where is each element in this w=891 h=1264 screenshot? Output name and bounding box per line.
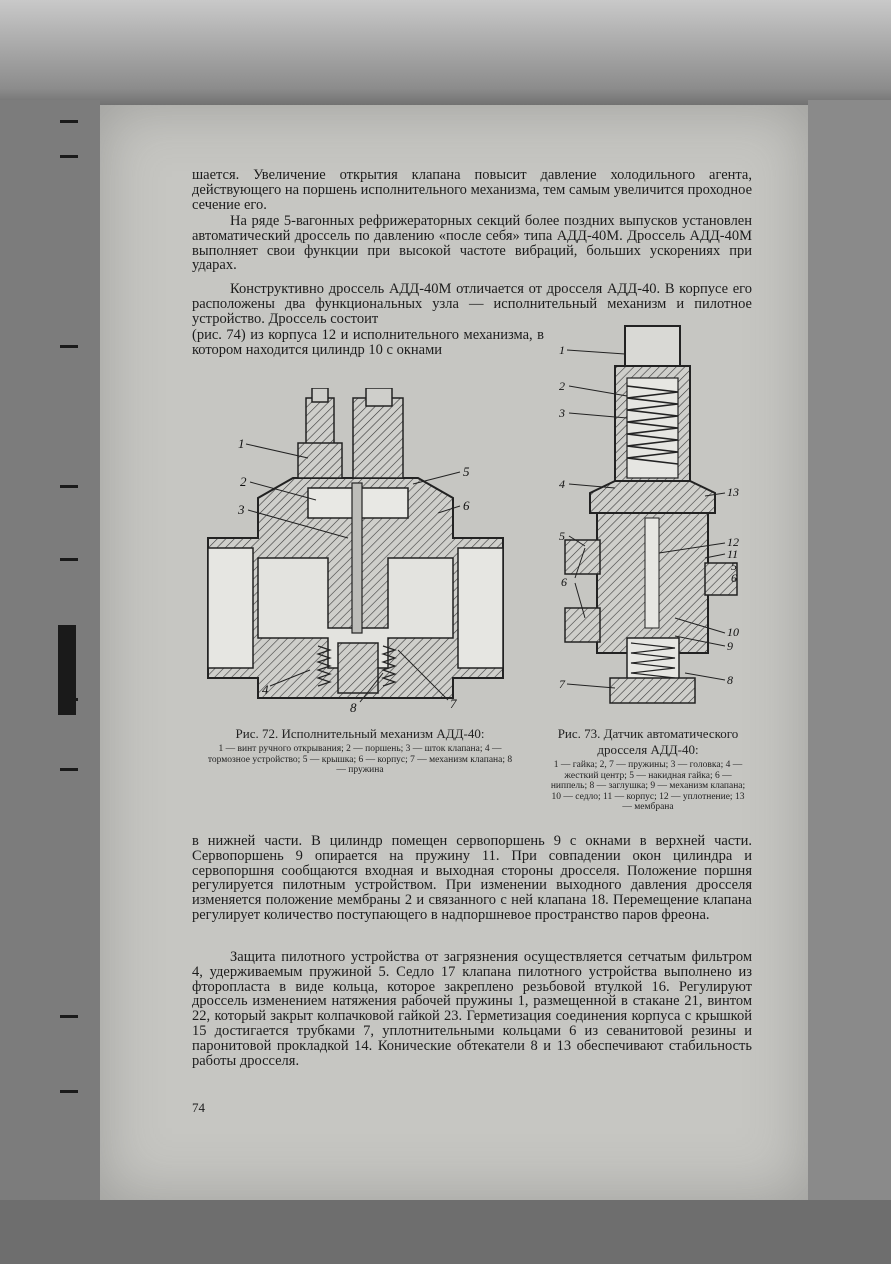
figure-73-drawing (555, 318, 745, 718)
paragraph-3a: Конструктивно дроссель АДД-40М отличается от дросселя АДД-40. В корпусе его расположены два функциональных узла — исполнительный механизм и пилотное устройство. Дроссель состоит (192, 281, 752, 327)
fig73-label: 2 (559, 379, 565, 393)
edge-tick (60, 345, 78, 348)
fig72-label: 2 (240, 474, 247, 489)
fig73-label: 4 (559, 477, 565, 491)
edge-tick (60, 120, 78, 123)
fig73-label: 7 (559, 677, 565, 691)
fig72-label: 1 (238, 436, 245, 451)
figure-73-caption-body: 1 — гайка; 2, 7 — пружины; 3 — головка; 4 — жесткий центр; 5 — накидная гайка; 6 — ниппель; 8 — заглушка; 9 — механизм клапана; 10 — седло; 11 — корпус; 12 — уплотнение; 13 — мембрана (550, 760, 746, 812)
paragraph-3b: (рис. 74) из корпуса 12 и исполнительного механизма, в котором находится цилиндр 10 с окнами (192, 327, 544, 358)
fig72-label: 8 (350, 700, 357, 715)
figure-72-drawing (198, 388, 513, 718)
figure-72-caption-title: Рис. 72. Исполнительный механизм АДД-40: (235, 726, 485, 741)
fig73-label: 1 (559, 343, 565, 357)
fig72-label: 5 (463, 464, 470, 479)
book-right-edge (808, 100, 891, 1200)
fig73-label: 12 (727, 535, 739, 549)
fig73-label: 6 (731, 571, 737, 585)
paragraph-4: в нижней части. В цилиндр помещен сервопоршень 9 с окнами в верхней части. Сервопоршень 9 опирается на пружину 11. При совпадении окон цилиндра и сервопоршня сообщаются входная и выходная стороны дросселя. Положение поршня регулируется пилотным устройством. При изменении выходного давления дросселя изменяется положение мембраны 2 и связанного с ней клапана 18. Перемещение клапана регулирует количество поступающего в надпоршневое пространство паров фреона. (192, 833, 752, 923)
fig73-label: 13 (727, 485, 739, 499)
paragraph-2: На ряде 5-вагонных рефрижераторных секций более поздних выпусков установлен автоматический дроссель по давлению «после себя» типа АДД-40М. Дроссель АДД-40М выполняет свои функции при высокой частоте вибраций, больших ускорениях при ударах. (192, 213, 752, 274)
figure-73 (555, 318, 745, 718)
edge-tick (60, 558, 78, 561)
figure-73-caption (548, 726, 748, 813)
fig72-label: 6 (463, 498, 470, 513)
fig72-label: 4 (262, 682, 269, 697)
fig72-label: 3 (238, 502, 245, 517)
fig73-label: 11 (727, 547, 739, 561)
edge-tick (60, 155, 78, 158)
figure-72-caption-body: 1 — винт ручного открывания; 2 — поршень; 3 — шток клапана; 4 — тормозное устройство; 5 — крышка; 6 — корпус; 7 — механизм клапана; 8 — пружина (207, 744, 513, 775)
edge-dark-band (58, 625, 76, 715)
figure-73-caption-title: Рис. 73. Датчик автоматического дросселя АДД-40: (557, 726, 739, 757)
fig73-label: 5 (731, 559, 737, 573)
fig73-label: 5 (559, 529, 565, 543)
fig73-label: 8 (727, 673, 733, 687)
figure-72-caption (205, 726, 515, 776)
edge-tick (60, 1090, 78, 1093)
fig73-label: 6 (561, 575, 567, 589)
edge-tick (60, 485, 78, 488)
page-number: 74 (192, 1100, 205, 1115)
paragraph-5: Защита пилотного устройства от загрязнения осуществляется сетчатым фильтром 4, удерживаемым пружиной 5. Седло 17 клапана пилотного устройства выполнено из фторопласта в виде кольца, которое закреплено резьбовой втулкой 16. Регулируют дроссель изменением натяжения рабочей пружины 1, размещенной в стакане 21, винтом 22, который закрыт колпачковой гайкой 23. Герметизация соединения корпуса с крышкой 15 достигается трубками 7, уплотнительными кольцами 6 из севанитовой резины и паронитовой прокладкой 14. Конические обтекатели 8 и 13 обеспечивают стабильность работы дросселя. (192, 949, 752, 1069)
fig73-label: 9 (727, 639, 733, 653)
edge-tick (60, 768, 78, 771)
fig73-label: 10 (727, 625, 739, 639)
book-bottom-edge (0, 1200, 891, 1264)
figure-72 (198, 388, 513, 718)
book-left-edge (0, 100, 100, 1200)
fig73-label: 3 (559, 406, 565, 420)
fig72-label: 7 (450, 696, 457, 711)
paragraph-1: шается. Увеличение открытия клапана повысит давление холодильного агента, действующего на поршень исполнительного механизма, тем самым увеличится проходное сечение его. (192, 167, 752, 213)
edge-tick (60, 1015, 78, 1018)
